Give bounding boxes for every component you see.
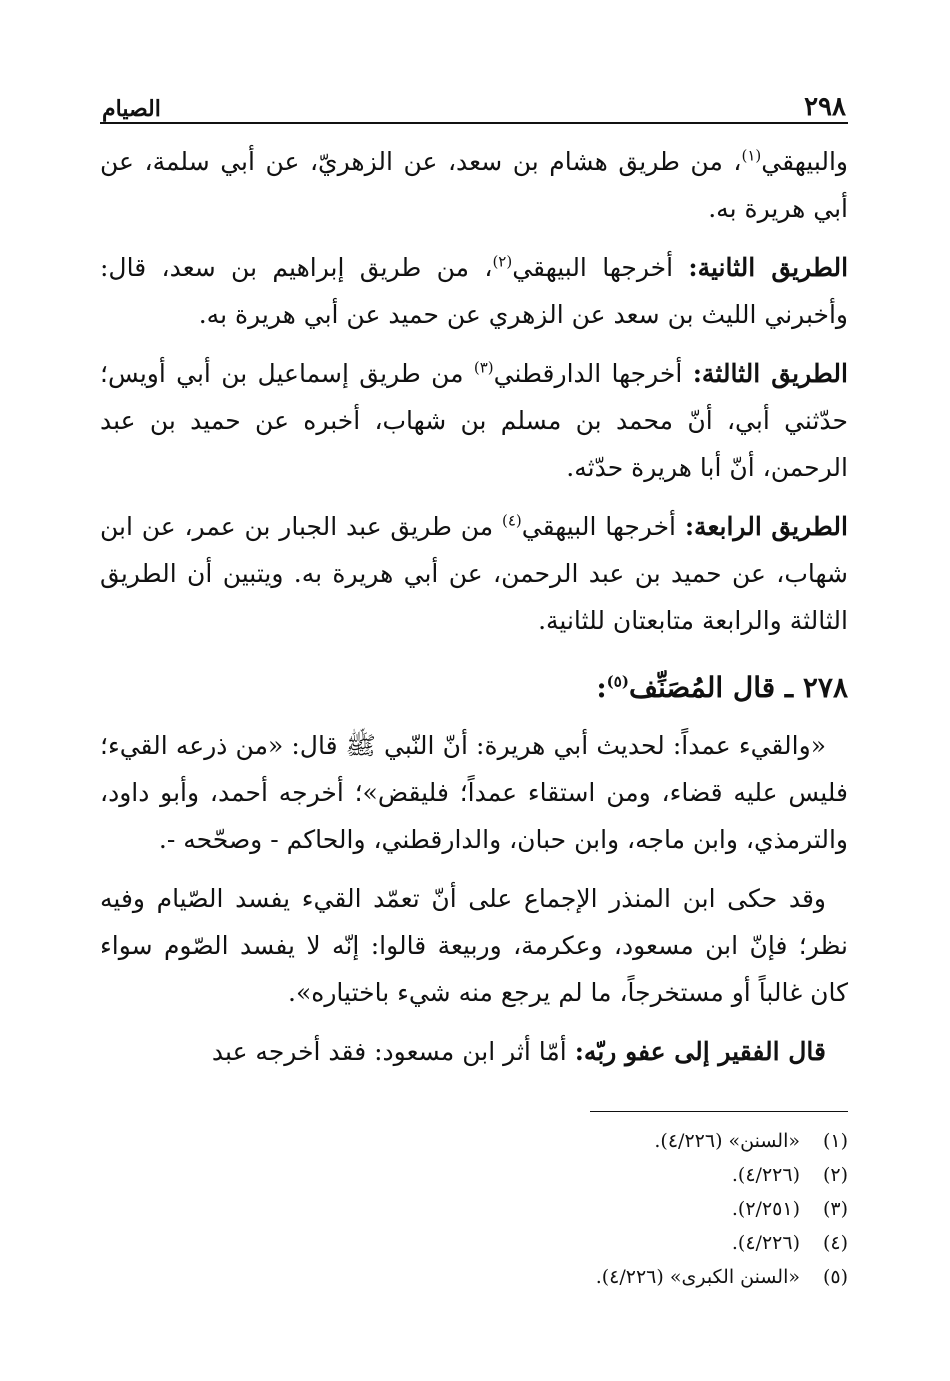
- footnotes: [100, 1124, 848, 1294]
- footnote-text: (٤/٢٢٦).: [731, 1232, 800, 1254]
- footnote-2: [100, 1158, 848, 1192]
- footnote-number: (٤): [822, 1232, 848, 1254]
- footnote-divider: [590, 1111, 848, 1112]
- footnote-text: (٢/٢٥١).: [731, 1198, 800, 1220]
- paragraph-2-text-a: أخرجها البيهقي: [512, 253, 689, 282]
- footnote-ref-5[interactable]: (٥): [606, 672, 629, 691]
- footnote-number: (٥): [822, 1266, 848, 1288]
- commentary-text: أمّا أثر ابن مسعود: فقد أخرجه عبد: [211, 1037, 575, 1066]
- footnote-text: (٤/٢٢٦).: [731, 1164, 800, 1186]
- footnote-ref-3[interactable]: (٣): [473, 358, 494, 377]
- footnote-number: (٣): [822, 1198, 848, 1220]
- section-heading-colon: :: [596, 671, 607, 704]
- running-header: [100, 84, 848, 124]
- footnote-ref-1[interactable]: (١): [741, 146, 762, 165]
- paragraph-1-text-a: والبيهقي: [761, 147, 848, 176]
- footnote-1: [100, 1124, 848, 1158]
- footnote-ref-2[interactable]: (٢): [492, 252, 513, 271]
- footnote-number: (١): [822, 1130, 848, 1152]
- paragraph-4-text-b: من طريق عبد الجبار بن عمر، عن ابن شهاب، عن حميد بن عبد الرحمن، عن أبي هريرة به. ويتبين أن الطريق الثالثة والرابعة متابعتان للثانية.: [100, 512, 848, 635]
- footnote-text: «السنن الكبرى» (٤/٢٢٦).: [595, 1266, 800, 1288]
- paragraph-3-text-b: من طريق إسماعيل بن أبي أويس؛ حدّثني أبي، أنّ محمد بن مسلم بن شهاب، أخبره عن حميد بن عبد الرحمن، أنّ أبا هريرة حدّثه.: [100, 359, 848, 482]
- chapter-title: الصيام: [102, 96, 161, 122]
- paragraph-4: [100, 503, 848, 644]
- commentary-paragraph: [100, 1028, 848, 1075]
- paragraph-1: [100, 138, 848, 232]
- footnote-text: «السنن» (٤/٢٢٦).: [654, 1130, 800, 1152]
- quote-paragraph-1: «والقيء عمداً: لحديث أبي هريرة: أنّ النّبي ﷺ قال: «من ذرعه القيء؛ فليس عليه قضاء، ومن استقاء عمداً؛ فليقض»؛ أخرجه أحمد، وأبو داود، والترمذي، وابن ماجه، وابن حبان، والدارقطني، والحاكم - وصحّحه -.: [100, 731, 848, 854]
- paragraph-3-text-a: أخرجها الدارقطني: [493, 359, 693, 388]
- quote-paragraph-2: وقد حكى ابن المنذر الإجماع على أنّ تعمّد القيء يفسد الصّيام وفيه نظر؛ فإنّ ابن مسعود، وعكرمة، وربيعة قالوا: إنّه لا يفسد الصّوم سواء كان غالباً أو مستخرجاً، ما لم يرجع منه شيء باختياره».: [100, 884, 848, 1007]
- paragraph-2-label: الطريق الثانية:: [688, 253, 849, 282]
- paragraph-2: [100, 244, 848, 338]
- paragraph-3-label: الطريق الثالثة:: [692, 359, 848, 388]
- book-page: [100, 84, 848, 1294]
- commentary-label: قال الفقير إلى عفو ربّه:: [574, 1037, 826, 1066]
- footnote-5: [100, 1260, 848, 1294]
- paragraph-4-label: الطريق الرابعة:: [684, 512, 848, 541]
- page-number: ٢٩٨: [804, 92, 846, 122]
- footnote-number: (٢): [822, 1164, 848, 1186]
- footnote-3: [100, 1192, 848, 1226]
- paragraph-1-text-b: ، من طريق هشام بن سعد، عن الزهريّ، عن أبي سلمة، عن أبي هريرة به.: [100, 147, 848, 223]
- paragraph-2-text-b: ، من طريق إبراهيم بن سعد، قال: وأخبرني الليث بن سعد عن الزهري عن حميد عن أبي هريرة به.: [100, 253, 848, 329]
- paragraph-3: [100, 350, 848, 491]
- footnote-4: [100, 1226, 848, 1260]
- section-heading: [100, 664, 848, 712]
- main-text: [100, 138, 848, 1294]
- paragraph-4-text-a: أخرجها البيهقي: [521, 512, 685, 541]
- section-heading-text: ٢٧٨ ـ قال المُصَنِّف: [628, 671, 848, 704]
- footnote-ref-4[interactable]: (٤): [501, 511, 522, 530]
